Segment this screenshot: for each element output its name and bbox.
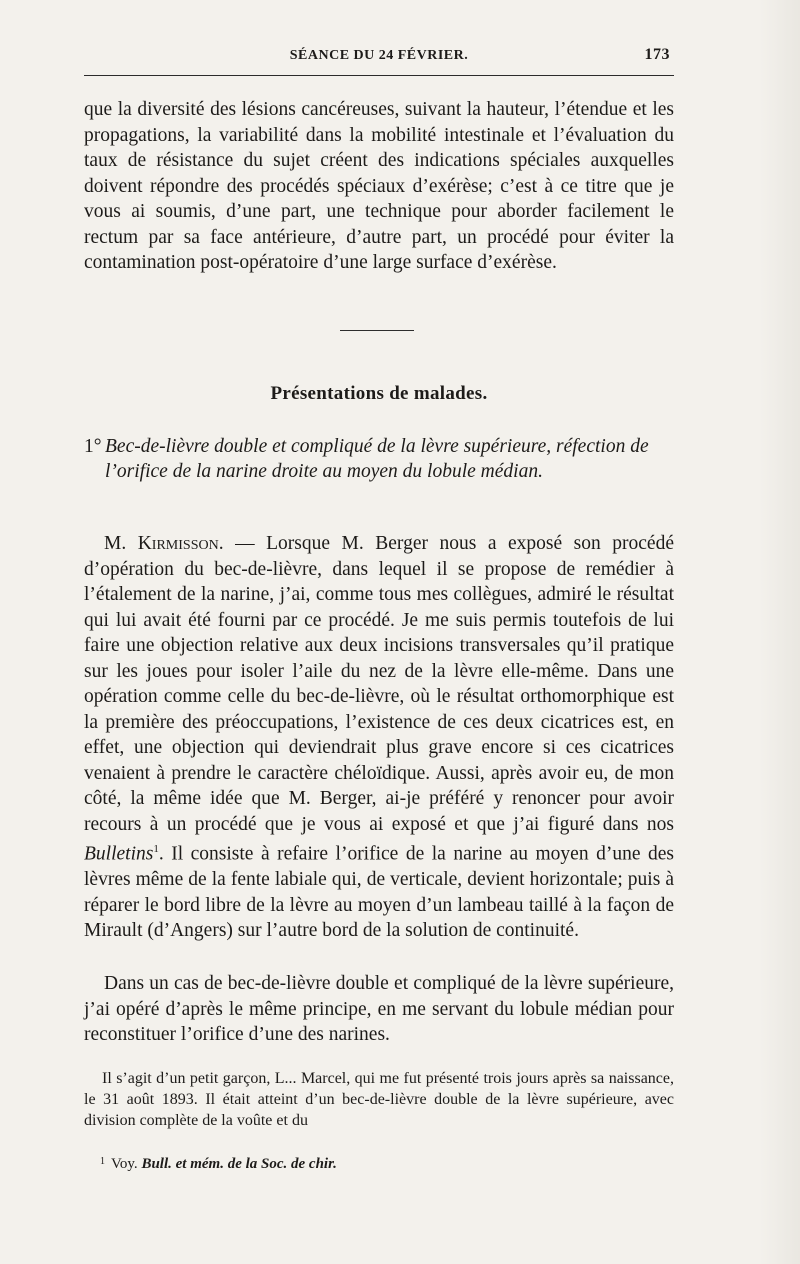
page-edge-shading <box>760 0 800 1264</box>
footnote-reference-mark: 1 <box>153 843 159 855</box>
header-rule <box>84 75 674 76</box>
running-header-title: SÉANCE DU 24 FÉVRIER. <box>289 48 469 63</box>
speaker-name: M. Kirmisson. <box>104 533 224 554</box>
page-number: 173 <box>644 46 670 63</box>
subsection-number: 1° <box>84 436 102 457</box>
section-title: Présentations de malades. <box>270 383 488 404</box>
running-header <box>84 48 674 70</box>
bulletins-reference: Bulletins <box>84 843 154 865</box>
subsection-heading <box>84 434 674 484</box>
main-paragraph-text: — Lorsque M. Berger nous a exposé son procédé d’opération du bec-de-lièvre, dans lequel il se propose de remédier à l’étalement de la narine, j’ai, comme tous mes collègues, admiré le résultat qui lui avait été fourni par ce procédé. Je me suis permis toutefois de lui faire une objection relative aux deux incisions transversales qu’il pratique sur les joues pour isoler l’aile du nez de la lèvre elle-même. Dans une opération comme celle du bec-de-lièvre, où le résultat orthomorphique est la première des préoccupations, l’existence de ces deux cicatrices est, en effet, une objection qui deviendrait plus grave encore si ces cicatrices venaient à prendre le caractère chéloïdique. Aussi, après avoir eu, de mon côté, la même idée que M. Berger, ai-je préféré y renoncer pour avoir recours à un procédé que je vous ai exposé et que j’ai figuré dans nos <box>84 533 674 835</box>
footnote-prefix: Voy. <box>111 1156 138 1172</box>
subsection-title: Bec-de-lièvre double et compliqué de la lèvre supérieure, réfection de l’orifice de la narine droite au moyen du lobule médian. <box>105 436 649 482</box>
footnote <box>100 1154 670 1174</box>
second-paragraph: Dans un cas de bec-de-lièvre double et compliqué de la lèvre supérieure, j’ai opéré d’après le même principe, en me servant du lobule médian pour reconstituer l’orifice d’une des narines. <box>84 973 674 1045</box>
footnote-citation: Bull. et mém. de la Soc. de chir. <box>141 1156 337 1172</box>
section-separator <box>340 330 414 331</box>
case-report-paragraph: Il s’agit d’un petit garçon, L... Marcel, qui me fut présenté trois jours après sa naissance, le 31 août 1893. Il était atteint d’un bec-de-lièvre double de la lèvre supérieure, avec division complète de la voûte et du <box>84 1070 674 1129</box>
main-paragraph-continuation: . Il consiste à refaire l’orifice de la narine au moyen d’une des lèvres même de la fente labiale qui, de verticale, devient horizontale; puis à réparer le bord libre de la lèvre au moyen d’un lambeau taillé à la façon de Mirault (d’Angers) sur l’autre bord de la solution de continuité. <box>84 843 674 941</box>
main-paragraph <box>84 531 674 944</box>
footnote-mark: 1 <box>100 1156 105 1167</box>
intro-paragraph: que la diversité des lésions cancéreuses, suivant la hauteur, l’étendue et les propagations, la variabilité dans la mobilité intestinale et l’évaluation du taux de résistance du sujet créent des indications spéciales auxquelles doivent répondre des procédés spéciaux d’exérèse; c’est à ce titre que je vous ai soumis, d’une part, une technique pour aborder facilement le rectum par sa face antérieure, d’autre part, un procédé pour éviter la contamination post-opératoire d’une large surface d’exérèse. <box>84 99 674 273</box>
